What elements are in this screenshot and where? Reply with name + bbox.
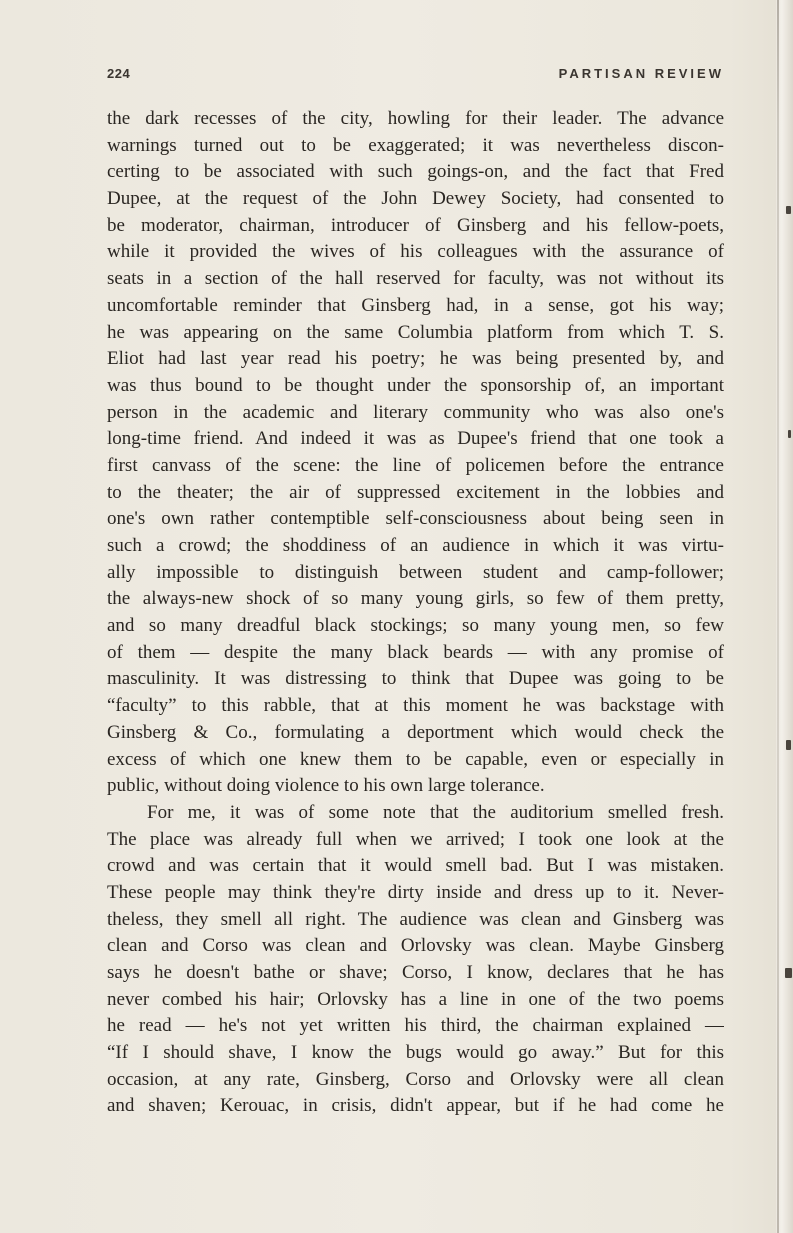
text-line: be moderator, chairman, introducer of Ginsberg and his fellow-poets,: [107, 214, 724, 236]
text-line: and so many dreadful black stockings; so many young men, so few: [107, 615, 724, 637]
text-line: For me, it was of some note that the auditorium smelled fresh.: [147, 801, 724, 823]
paragraph: [107, 800, 724, 1120]
text-line: The place was already full when we arrived; I took one look at the: [107, 828, 724, 850]
edge-speck: [788, 430, 791, 438]
text-line: “If I should shave, I know the bugs would go away.” But for this: [107, 1042, 724, 1064]
page-header: [107, 66, 724, 86]
text-line: “faculty” to this rabble, that at this moment he was backstage with: [107, 695, 724, 717]
text-line: occasion, at any rate, Ginsberg, Corso and Orlovsky were all clean: [107, 1068, 724, 1090]
edge-speck: [785, 968, 792, 978]
text-line: clean and Corso was clean and Orlovsky was clean. Maybe Ginsberg: [107, 935, 724, 957]
text-line: first canvass of the scene: the line of policemen before the entrance: [107, 454, 724, 476]
text-line: long-time friend. And indeed it was as Dupee's friend that one took a: [107, 428, 724, 450]
text-line: crowd and was certain that it would smell bad. But I was mistaken.: [107, 855, 724, 877]
text-line: excess of which one knew them to be capable, even or especially in: [107, 748, 724, 770]
text-line: masculinity. It was distressing to think that Dupee was going to be: [107, 668, 724, 690]
paragraph: [107, 106, 724, 800]
text-line: certing to be associated with such goings-on, and the fact that Fred: [107, 161, 724, 183]
text-line: such a crowd; the shoddiness of an audience in which it was virtu-: [107, 535, 724, 556]
text-line: of them — despite the many black beards — with any promise of: [107, 641, 724, 663]
edge-speck: [786, 740, 791, 750]
edge-speck: [786, 206, 791, 214]
text-line: he was appearing on the same Columbia platform from which T. S.: [107, 321, 724, 343]
page-number: 224: [107, 66, 131, 81]
text-line: warnings turned out to be exaggerated; it was nevertheless discon-: [107, 134, 724, 156]
binding-edge-line: [777, 0, 779, 1233]
text-line: one's own rather contemptible self-consciousness about being seen in: [107, 508, 724, 530]
text-line: he read — he's not yet written his third, the chairman explained —: [107, 1015, 724, 1037]
text-line: theless, they smell all right. The audience was clean and Ginsberg was: [107, 908, 724, 930]
text-line: while it provided the wives of his colleagues with the assurance of: [107, 241, 724, 263]
text-line: never combed his hair; Orlovsky has a line in one of the two poems: [107, 988, 724, 1010]
text-line: the always-new shock of so many young girls, so few of them pretty,: [107, 588, 724, 610]
text-line: Ginsberg & Co., formulating a deportment which would check the: [107, 721, 724, 743]
text-line: seats in a section of the hall reserved for faculty, was not without its: [107, 268, 724, 290]
text-line: and shaven; Kerouac, in crisis, didn't appear, but if he had come he: [107, 1095, 724, 1117]
text-line: says he doesn't bathe or shave; Corso, I know, declares that he has: [107, 962, 724, 983]
text-line: was thus bound to be thought under the sponsorship of, an important: [107, 374, 724, 396]
text-line: public, without doing violence to his own large tolerance.: [107, 775, 545, 797]
text-line: Dupee, at the request of the John Dewey Society, had consented to: [107, 188, 724, 210]
text-line: Eliot had last year read his poetry; he was being presented by, and: [107, 348, 724, 370]
running-head: PARTISAN REVIEW: [558, 66, 724, 81]
body-text: [107, 106, 724, 1120]
text-line: ally impossible to distinguish between student and camp-follower;: [107, 561, 724, 583]
text-line: uncomfortable reminder that Ginsberg had, in a sense, got his way;: [107, 294, 724, 316]
text-line: the dark recesses of the city, howling for their leader. The advance: [107, 108, 724, 129]
text-line: person in the academic and literary community who was also one's: [107, 401, 724, 423]
text-line: to the theater; the air of suppressed excitement in the lobbies and: [107, 481, 724, 503]
text-line: These people may think they're dirty inside and dress up to it. Never-: [107, 881, 724, 903]
